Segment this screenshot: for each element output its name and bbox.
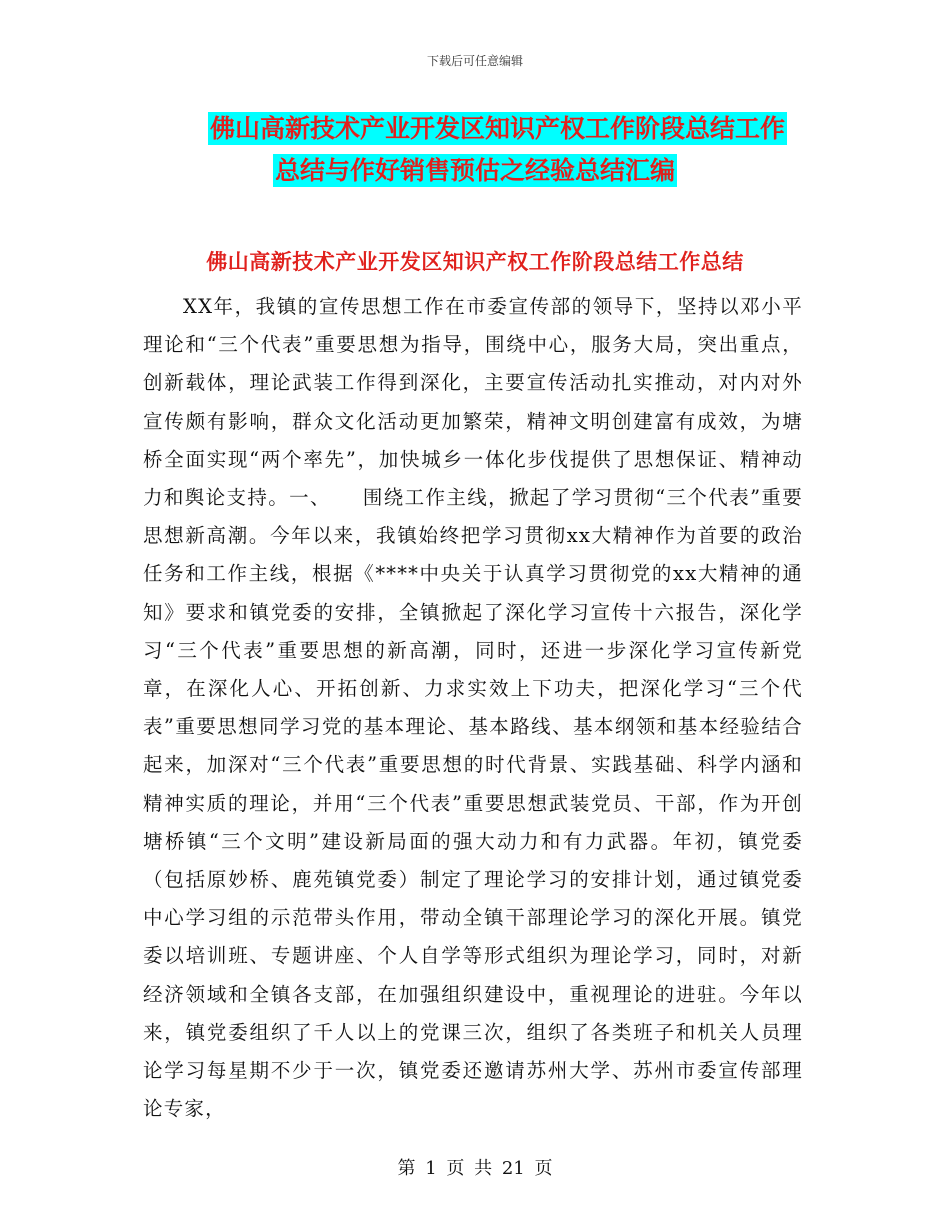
page-footer: 第 1 页 共 21 页 bbox=[397, 1158, 553, 1179]
body-paragraph: XX年，我镇的宣传思想工作在市委宣传部的领导下，坚持以邓小平理论和“三个代表”重要思想为指导，围绕中心，服务大局，突出重点，创新载体，理论武装工作得到深化，主要宣传活动扎实推动，对内对外宣传颇有影响，群众文化活动更加繁荣，精神文明创建富有成效，为塘桥全面实现“两个率先”，加快城乡一体化步伐提供了思想保证、精神动力和舆论支持。一、 围绕工作主线，掀起了学习贯彻“三个代表”重要思想新高潮。今年以来，我镇始终把学习贯彻xx大精神作为首要的政治任务和工作主线，根据《****中央关于认真学习贯彻党的xx大精神的通知》要求和镇党委的安排，全镇掀起了深化学习宣传十六报告，深化学习“三个代表”重要思想的新高潮，同时，还进一步深化学习宣传新党章，在深化人心、开拓创新、力求实效上下功夫，把深化学习“三个代表”重要思想同学习党的基本理论、基本路线、基本纲领和基本经验结合起来，加深对“三个代表”重要思想的时代背景、实践基础、科学内涵和精神实质的理论，并用“三个代表”重要思想武装党员、干部，作为开创塘桥镇“三个文明”建设新局面的强大动力和有力武器。年初，镇党委（包括原妙桥、鹿苑镇党委）制定了理论学习的安排计划，通过镇党委中心学习组的示范带头作用，带动全镇干部理论学习的深化开展。镇党委以培训班、专题讲座、个人自学等形式组织为理论学习，同时，对新经济领域和全镇各支部，在加强组织建设中，重视理论的进驻。今年以来，镇党委组织了千人以上的党课三次，组织了各类班子和机关人员理论学习每星期不少于一次，镇党委还邀请苏州大学、苏州市委宣传部理论专家， bbox=[143, 295, 803, 1121]
document-title-line-1 bbox=[0, 108, 950, 150]
title-highlight-1: 佛山高新技术产业开发区知识产权工作阶段总结工作 bbox=[209, 114, 785, 143]
section-title: 佛山高新技术产业开发区知识产权工作阶段总结工作总结 bbox=[206, 250, 744, 274]
document-title bbox=[0, 108, 950, 192]
title-highlight-2: 总结与作好销售预估之经验总结汇编 bbox=[274, 156, 675, 185]
header-note: 下载后可任意编辑 bbox=[426, 54, 523, 68]
document-title-line-2 bbox=[0, 150, 950, 192]
